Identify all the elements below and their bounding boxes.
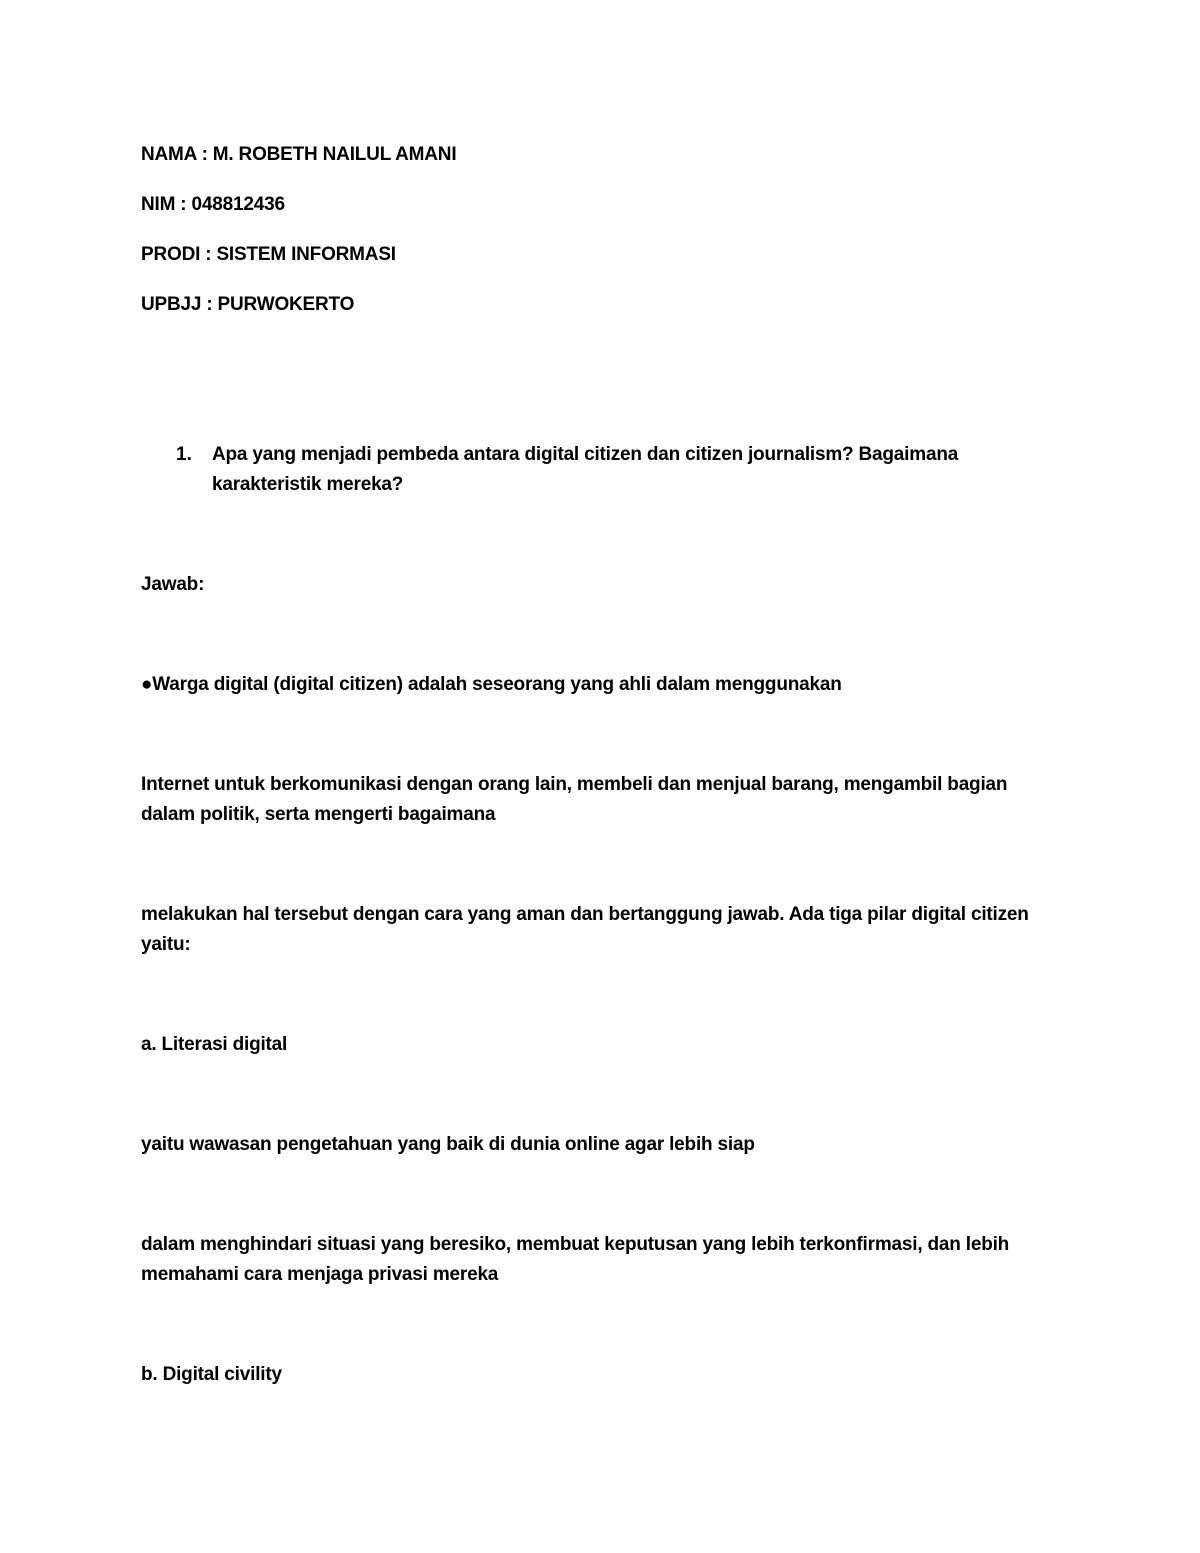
answer-subheading: b. Digital civility <box>141 1364 282 1385</box>
answer-subheading: a. Literasi digital <box>141 1034 288 1055</box>
student-upbjj: UPBJJ : PURWOKERTO <box>141 294 355 315</box>
answer-paragraph: Internet untuk berkomunikasi dengan orang lain, membeli dan menjual barang, mengambil bagian dalam politik, serta mengerti bagaimana <box>141 774 1008 825</box>
answer-paragraph: dalam menghindari situasi yang beresiko, membuat keputusan yang lebih terkonfirmasi, dan lebih memahami cara menjaga privasi mereka <box>141 1234 1010 1285</box>
question-text: Apa yang menjadi pembeda antara digital citizen dan citizen journalism? Bagaimana karakteristik mereka? <box>212 444 959 495</box>
question-number: 1. <box>176 444 192 465</box>
answer-label: Jawab: <box>141 574 205 595</box>
answer-paragraph: melakukan hal tersebut dengan cara yang aman dan bertanggung jawab. Ada tiga pilar digital citizen yaitu: <box>141 904 1029 955</box>
answer-paragraph: ●Warga digital (digital citizen) adalah seseorang yang ahli dalam menggunakan <box>141 674 842 695</box>
answer-paragraph: yaitu wawasan pengetahuan yang baik di dunia online agar lebih siap <box>141 1134 755 1155</box>
student-prodi: PRODI : SISTEM INFORMASI <box>141 244 396 265</box>
student-nim: NIM : 048812436 <box>141 194 285 215</box>
student-name: NAMA : M. ROBETH NAILUL AMANI <box>141 144 457 165</box>
